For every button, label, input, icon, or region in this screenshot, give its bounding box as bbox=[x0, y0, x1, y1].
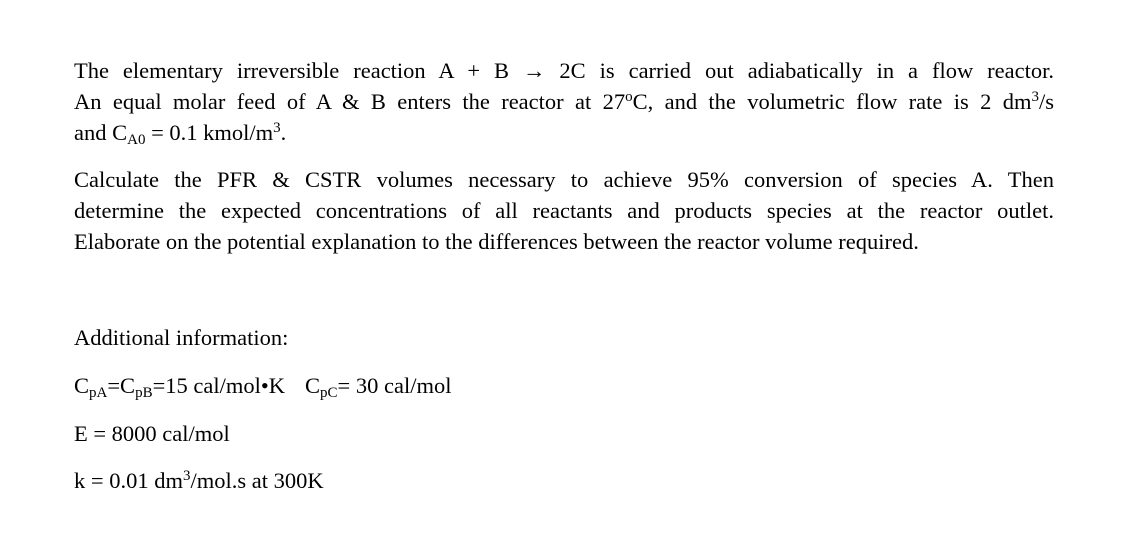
problem-line-3-part-b: = 0.1 kmol/m bbox=[145, 120, 274, 145]
cpc-value: = 30 cal/mol bbox=[337, 373, 452, 398]
k-cubic-superscript: 3 bbox=[182, 468, 191, 484]
degree-mark: o bbox=[625, 89, 633, 105]
problem-line-3-part-a: and C bbox=[74, 120, 128, 145]
cubic-superscript-2: 3 bbox=[273, 120, 281, 136]
problem-line-2-part-b: C, and the volumetric flow rate is 2 dm bbox=[632, 89, 1032, 114]
task-paragraph bbox=[74, 164, 1054, 257]
document-body bbox=[74, 55, 1054, 493]
k-units: /mol.s at 300K bbox=[190, 468, 324, 493]
task-line-3: Elaborate on the potential explanation to the differences between the reactor volume required. bbox=[74, 229, 919, 254]
problem-line-3 bbox=[74, 117, 1054, 148]
problem-line-2 bbox=[74, 86, 1054, 117]
activation-energy-line: E = 8000 cal/mol bbox=[74, 421, 230, 446]
cpa-subscript: pA bbox=[89, 385, 108, 401]
additional-info-heading: Additional information: bbox=[74, 325, 289, 350]
task-line-1: Calculate the PFR & CSTR volumes necessary to achieve 95% conversion of species A. Then bbox=[74, 167, 1054, 192]
problem-line-2-part-c: /s bbox=[1038, 89, 1054, 114]
cpb-symbol: =C bbox=[107, 373, 136, 398]
cubic-superscript: 3 bbox=[1031, 89, 1039, 105]
problem-line-1: The elementary irreversible reaction A + B → 2C is carried out adiabatically in a flow reactor. bbox=[74, 58, 1054, 83]
k-value: k = 0.01 dm bbox=[74, 468, 183, 493]
task-line-2: determine the expected concentrations of all reactants and products species at the reactor outlet. bbox=[74, 198, 1054, 223]
problem-line-3-part-c: . bbox=[280, 120, 287, 145]
ca0-subscript: A0 bbox=[127, 132, 146, 148]
cpb-subscript: pB bbox=[135, 385, 153, 401]
cpc-subscript: pC bbox=[320, 385, 338, 401]
problem-line-2-part-a: An equal molar feed of A & B enters the reactor at 27 bbox=[74, 89, 626, 114]
heat-capacity-line bbox=[74, 370, 451, 401]
cpc-symbol: C bbox=[305, 373, 321, 398]
rate-constant-line bbox=[74, 465, 324, 496]
cp-value: =15 cal/mol•K bbox=[152, 373, 285, 398]
cpa-symbol: C bbox=[74, 373, 90, 398]
problem-statement-paragraph bbox=[74, 55, 1054, 148]
